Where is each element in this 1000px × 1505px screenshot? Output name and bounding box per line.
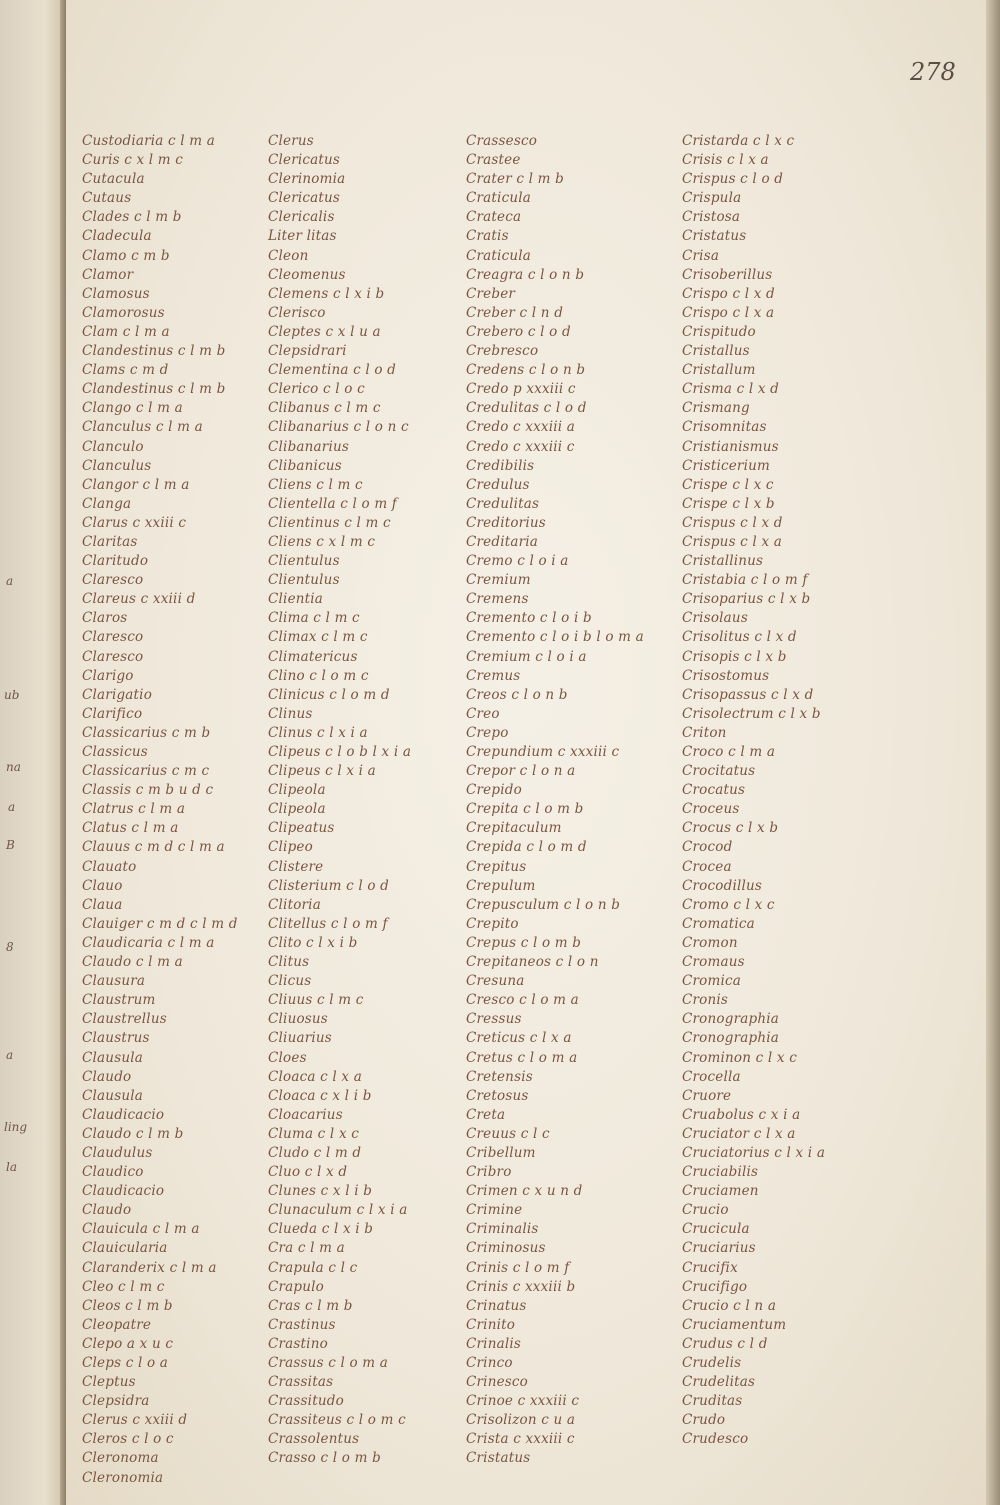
lexicon-entry: Clistere <box>268 858 324 875</box>
lexicon-entry: Clipeus c l o b l x i a <box>268 744 412 760</box>
lexicon-entry: Cluma c l x c <box>268 1125 360 1142</box>
lexicon-entry: Cristallus <box>682 343 750 360</box>
lexicon-entry: Crepusculum c l o n b <box>466 896 621 913</box>
lexicon-entry: Clanculus c l m a <box>82 419 203 436</box>
lexicon-entry: Climax c l m c <box>268 629 368 646</box>
lexicon-entry: Clientella c l o m f <box>268 495 398 512</box>
folio-number: 278 <box>910 58 956 86</box>
lexicon-entry: Crinalis <box>466 1335 522 1352</box>
lexicon-entry: Crastino <box>268 1335 328 1352</box>
lexicon-entry: Cremens <box>466 591 529 608</box>
lexicon-entry: Cleos c l m b <box>82 1297 173 1314</box>
lexicon-entry: Creditorius <box>466 514 546 531</box>
lexicon-entry: Cremento c l o i b <box>466 610 592 627</box>
word-column-1 <box>82 132 238 1488</box>
lexicon-entry: Cremium c l o i a <box>466 648 587 665</box>
lexicon-entry: Cronographia <box>682 1030 779 1047</box>
lexicon-entry: Cresco c l o m a <box>466 992 579 1009</box>
lexicon-entry: Clito c l x i b <box>268 934 358 951</box>
lexicon-entry: Criminalis <box>466 1221 539 1238</box>
lexicon-entry: Crismang <box>682 400 750 417</box>
lexicon-entry: Crominon c l x c <box>682 1049 797 1066</box>
lexicon-entry: Climatericus <box>268 648 358 665</box>
lexicon-entry: Creuus c l c <box>466 1125 550 1142</box>
lexicon-entry: Cludo c l m d <box>268 1144 362 1161</box>
lexicon-entry: Claudo c l m b <box>82 1125 184 1142</box>
lexicon-entry: Crudus c l d <box>682 1335 768 1352</box>
lexicon-entry: Claritudo <box>82 553 149 570</box>
margin-fragment: B <box>6 838 15 852</box>
lexicon-entry: Creticus c l x a <box>466 1030 572 1047</box>
lexicon-entry: Crocella <box>682 1068 741 1085</box>
lexicon-entry: Claudo <box>82 1068 132 1085</box>
lexicon-entry: Claritas <box>82 533 138 550</box>
lexicon-entry: Clepsidra <box>82 1393 150 1410</box>
lexicon-entry: Crispe c l x b <box>682 495 775 512</box>
word-column-2 <box>268 132 411 1469</box>
lexicon-entry: Creditaria <box>466 533 539 550</box>
lexicon-entry: Clerus c xxiii d <box>82 1412 188 1429</box>
lexicon-entry: Cloacarius <box>268 1106 343 1123</box>
lexicon-entry: Cristarda c l x c <box>682 133 795 149</box>
lexicon-entry: Cruciator c l x a <box>682 1125 796 1142</box>
lexicon-entry: Claudicacio <box>82 1106 165 1123</box>
lexicon-entry: Clarifico <box>82 705 143 722</box>
margin-fragment: na <box>6 760 21 774</box>
lexicon-entry: Clericatus <box>268 190 341 207</box>
lexicon-entry: Clanga <box>82 495 132 512</box>
lexicon-entry: Crucifix <box>682 1259 738 1276</box>
lexicon-entry: Classicarius c m b <box>82 724 211 741</box>
lexicon-entry: Clams c m d <box>82 362 169 379</box>
lexicon-entry: Crepitus <box>466 858 527 875</box>
lexicon-entry: Clitus <box>268 954 310 971</box>
lexicon-entry: Cloaca c x l i b <box>268 1087 372 1104</box>
lexicon-entry: Cretosus <box>466 1087 529 1104</box>
lexicon-entry: Cleros c l o c <box>82 1431 174 1448</box>
lexicon-entry: Clipeatus <box>268 820 335 837</box>
lexicon-entry: Creo <box>466 705 500 722</box>
lexicon-entry: Clinicus c l o m d <box>268 686 390 703</box>
lexicon-entry: Cleronomia <box>82 1469 164 1486</box>
lexicon-entry: Crimine <box>466 1202 523 1219</box>
lexicon-entry: Crisolizon c u a <box>466 1412 576 1429</box>
lexicon-entry: Clibanarius <box>268 438 349 455</box>
lexicon-entry: Clitellus c l o m f <box>268 915 388 932</box>
lexicon-entry: Cruore <box>682 1087 732 1104</box>
lexicon-entry: Crepitaculum <box>466 820 562 837</box>
lexicon-entry: Cliuus c l m c <box>268 992 364 1009</box>
lexicon-entry: Crisopassus c l x d <box>682 686 814 703</box>
lexicon-entry: Classicus <box>82 744 148 760</box>
lexicon-entry: Clarigatio <box>82 686 153 703</box>
lexicon-entry: Cras c l m b <box>268 1297 353 1314</box>
lexicon-entry: Cristosa <box>682 209 741 226</box>
lexicon-entry: Crispus c l x d <box>682 514 783 531</box>
lexicon-entry: Crassitas <box>268 1374 334 1391</box>
lexicon-entry: Crocea <box>682 858 732 875</box>
lexicon-entry: Claudicaria c l m a <box>82 934 215 951</box>
lexicon-entry: Cruciarius <box>682 1240 756 1257</box>
lexicon-entry: Custodiaria c l m a <box>82 133 216 149</box>
lexicon-entry: Cruciamentum <box>682 1316 787 1333</box>
lexicon-entry: Cleopatre <box>82 1316 152 1333</box>
lexicon-entry: Cremo c l o i a <box>466 553 569 570</box>
lexicon-entry: Clauato <box>82 858 137 875</box>
lexicon-entry: Credo c xxxiii c <box>466 438 575 455</box>
lexicon-entry: Cronis <box>682 992 729 1009</box>
lexicon-entry: Crepito <box>466 915 519 932</box>
lexicon-entry: Crista c xxxiii c <box>466 1431 575 1448</box>
lexicon-entry: Crispus c l x a <box>682 533 782 550</box>
lexicon-entry: Credens c l o n b <box>466 362 586 379</box>
lexicon-entry: Credo c xxxiii a <box>466 419 576 436</box>
lexicon-entry: Cristallinus <box>682 553 764 570</box>
lexicon-entry: Cristianismus <box>682 438 779 455</box>
lexicon-entry: Crispe c l x c <box>682 476 774 493</box>
lexicon-entry: Clipeola <box>268 801 326 818</box>
lexicon-entry: Crisolaus <box>682 610 748 627</box>
lexicon-entry: Crepitaneos c l o n <box>466 954 599 971</box>
margin-fragment: a <box>8 800 16 814</box>
previous-page-edge <box>0 0 64 1505</box>
lexicon-entry: Crasso c l o m b <box>268 1450 381 1467</box>
margin-fragment: la <box>6 1160 17 1174</box>
lexicon-entry: Crudesco <box>682 1431 749 1448</box>
lexicon-entry: Cloes <box>268 1049 307 1066</box>
lexicon-entry: Clauicularia <box>82 1240 168 1257</box>
lexicon-entry: Cra c l m a <box>268 1240 345 1257</box>
lexicon-entry: Claudo <box>82 1202 132 1219</box>
lexicon-entry: Clicus <box>268 973 312 990</box>
lexicon-entry: Craticula <box>466 190 531 207</box>
lexicon-entry: Clam c l m a <box>82 323 170 340</box>
lexicon-entry: Clauo <box>82 877 123 894</box>
lexicon-entry: Crepus c l o m b <box>466 934 582 951</box>
lexicon-entry: Crinatus <box>466 1297 527 1314</box>
lexicon-entry: Cresuna <box>466 973 525 990</box>
lexicon-entry: Cleptus <box>82 1374 136 1391</box>
margin-fragment: 8 <box>6 940 14 954</box>
lexicon-entry: Crinis c xxxiii b <box>466 1278 576 1295</box>
lexicon-entry: Crucifigo <box>682 1278 748 1295</box>
lexicon-entry: Clamosus <box>82 285 150 302</box>
lexicon-entry: Clango c l m a <box>82 400 183 417</box>
lexicon-entry: Clepsidrari <box>268 343 347 360</box>
lexicon-entry: Clarigo <box>82 667 134 684</box>
lexicon-entry: Clausula <box>82 1087 143 1104</box>
lexicon-entry: Credulitas c l o d <box>466 400 587 417</box>
lexicon-entry: Credo p xxxiii c <box>466 381 576 398</box>
lexicon-entry: Clima c l m c <box>268 610 360 627</box>
lexicon-entry: Cluo c l x d <box>268 1164 348 1181</box>
margin-fragment: a <box>6 574 14 588</box>
lexicon-entry: Clunes c x l i b <box>268 1183 373 1200</box>
lexicon-entry: Crepor c l o n a <box>466 763 576 780</box>
lexicon-entry: Clamorosus <box>82 304 165 321</box>
lexicon-entry: Crucicula <box>682 1221 750 1238</box>
lexicon-entry: Cruditas <box>682 1393 743 1410</box>
lexicon-entry: Crebresco <box>466 343 539 360</box>
lexicon-entry: Crudelitas <box>682 1374 756 1391</box>
lexicon-entry: Crassolentus <box>268 1431 360 1448</box>
lexicon-entry: Cretensis <box>466 1068 533 1085</box>
lexicon-entry: Clemens c l x i b <box>268 285 385 302</box>
lexicon-entry: Cruciabilis <box>682 1164 759 1181</box>
lexicon-entry: Crispula <box>682 190 742 207</box>
lexicon-entry: Clerinomia <box>268 171 346 188</box>
lexicon-entry: Clerico c l o c <box>268 381 365 398</box>
lexicon-entry: Clauiger c m d c l m d <box>82 915 238 932</box>
lexicon-entry: Creagra c l o n b <box>466 266 585 283</box>
lexicon-entry: Criton <box>682 724 727 741</box>
lexicon-entry: Crepida c l o m d <box>466 839 587 856</box>
lexicon-entry: Cliuosus <box>268 1011 328 1028</box>
lexicon-entry: Cleo c l m c <box>82 1278 165 1295</box>
lexicon-entry: Cutacula <box>82 171 145 188</box>
lexicon-entry: Claustrus <box>82 1030 150 1047</box>
lexicon-entry: Croceus <box>682 801 740 818</box>
lexicon-entry: Clauus c m d c l m a <box>82 839 225 856</box>
lexicon-entry: Clipeola <box>268 782 326 799</box>
lexicon-entry: Crocod <box>682 839 733 856</box>
lexicon-entry: Crocitatus <box>682 763 756 780</box>
lexicon-entry: Cremium <box>466 572 531 589</box>
lexicon-entry: Crocus c l x b <box>682 820 779 837</box>
lexicon-entry: Clauicula c l m a <box>82 1221 200 1238</box>
lexicon-entry: Clino c l o m c <box>268 667 369 684</box>
lexicon-entry: Cristatus <box>466 1450 531 1467</box>
lexicon-entry: Cromo c l x c <box>682 896 775 913</box>
lexicon-entry: Crisostomus <box>682 667 770 684</box>
lexicon-entry: Claustrum <box>82 992 156 1009</box>
lexicon-entry: Crepulum <box>466 877 536 894</box>
lexicon-entry: Craticula <box>466 247 531 264</box>
lexicon-entry: Creber <box>466 285 516 302</box>
lexicon-entry: Clanculus <box>82 457 152 474</box>
lexicon-entry: Claudico <box>82 1164 144 1181</box>
lexicon-entry: Crepido <box>466 782 522 799</box>
lexicon-entry: Clandestinus c l m b <box>82 343 226 360</box>
lexicon-entry: Cleronoma <box>82 1450 159 1467</box>
lexicon-entry: Claudo c l m a <box>82 954 183 971</box>
margin-fragment: ling <box>4 1120 28 1134</box>
word-column-3 <box>466 132 644 1469</box>
lexicon-entry: Claranderix c l m a <box>82 1259 217 1276</box>
lexicon-entry: Cleptes c x l u a <box>268 323 381 340</box>
margin-fragment: ub <box>4 688 20 702</box>
lexicon-entry: Crudelis <box>682 1355 742 1371</box>
lexicon-entry: Cruabolus c x i a <box>682 1106 801 1123</box>
lexicon-entry: Criminosus <box>466 1240 546 1257</box>
lexicon-entry: Clericalis <box>268 209 335 226</box>
lexicon-entry: Cronographia <box>682 1011 779 1028</box>
lexicon-entry: Clerisco <box>268 304 326 321</box>
lexicon-entry: Clementina c l o d <box>268 362 397 379</box>
lexicon-entry: Crepita c l o m b <box>466 801 584 818</box>
lexicon-entry: Crimen c x u n d <box>466 1183 583 1200</box>
lexicon-entry: Crisa <box>682 247 720 264</box>
lexicon-entry: Crastinus <box>268 1316 336 1333</box>
lexicon-entry: Clausura <box>82 973 146 990</box>
lexicon-entry: Credulitas <box>466 495 540 512</box>
lexicon-entry: Crispitudo <box>682 323 756 340</box>
lexicon-entry: Cromon <box>682 934 738 951</box>
lexicon-entry: Credibilis <box>466 457 535 474</box>
lexicon-entry: Claresco <box>82 629 144 646</box>
lexicon-entry: Clipeo <box>268 839 313 856</box>
lexicon-entry: Clientulus <box>268 572 340 589</box>
lexicon-entry: Claua <box>82 896 123 913</box>
lexicon-entry: Cromatica <box>682 915 755 932</box>
lexicon-entry: Crinito <box>466 1316 516 1333</box>
lexicon-entry: Crucio <box>682 1202 729 1219</box>
lexicon-entry: Crapulo <box>268 1278 325 1295</box>
lexicon-entry: Crisma c l x d <box>682 381 779 398</box>
lexicon-entry: Crispo c l x d <box>682 285 775 302</box>
lexicon-entry: Cliuarius <box>268 1030 332 1047</box>
lexicon-entry: Crisis c l x a <box>682 152 769 169</box>
lexicon-entry: Crassitudo <box>268 1393 344 1410</box>
lexicon-entry: Liter litas <box>268 228 337 245</box>
lexicon-entry: Cladecula <box>82 228 152 245</box>
lexicon-entry: Crisopis c l x b <box>682 648 787 665</box>
lexicon-entry: Claudicacio <box>82 1183 165 1200</box>
lexicon-entry: Cristatus <box>682 228 747 245</box>
lexicon-entry: Clientinus c l m c <box>268 514 391 531</box>
lexicon-entry: Clamor <box>82 266 134 283</box>
lexicon-entry: Crinoe c xxxiii c <box>466 1393 580 1410</box>
lexicon-entry: Clanculo <box>82 438 144 455</box>
lexicon-entry: Cloaca c l x a <box>268 1068 362 1085</box>
lexicon-entry: Crisoberillus <box>682 266 773 283</box>
lexicon-entry: Creos c l o n b <box>466 686 568 703</box>
lexicon-entry: Classicarius c m c <box>82 763 210 780</box>
lexicon-entry: Cromica <box>682 973 742 990</box>
lexicon-entry: Crastee <box>466 152 521 169</box>
lexicon-entry: Classis c m b u d c <box>82 782 214 799</box>
lexicon-entry: Clepo a x u c <box>82 1335 174 1352</box>
lexicon-entry: Cliens c x l m c <box>268 533 376 550</box>
lexicon-entry: Crepo <box>466 724 509 741</box>
lexicon-entry: Croco c l m a <box>682 744 776 760</box>
margin-fragment: a <box>6 1048 14 1062</box>
lexicon-entry: Cruciatorius c l x i a <box>682 1144 826 1161</box>
lexicon-entry: Clareus c xxiii d <box>82 591 196 608</box>
lexicon-entry: Crispus c l o d <box>682 171 784 188</box>
lexicon-entry: Crucio c l n a <box>682 1297 777 1314</box>
lexicon-entry: Cribellum <box>466 1144 536 1161</box>
lexicon-entry: Cremus <box>466 667 521 684</box>
word-column-4 <box>682 132 825 1449</box>
lexicon-entry: Cruciamen <box>682 1183 759 1200</box>
lexicon-entry: Clades c l m b <box>82 209 182 226</box>
lexicon-entry: Crisomnitas <box>682 419 767 436</box>
lexicon-entry: Clausula <box>82 1049 143 1066</box>
lexicon-entry: Crocodillus <box>682 877 763 894</box>
lexicon-entry: Crisolectrum c l x b <box>682 705 821 722</box>
lexicon-entry: Cromaus <box>682 954 745 971</box>
lexicon-entry: Clatus c l m a <box>82 820 179 837</box>
lexicon-entry: Cutaus <box>82 190 132 207</box>
lexicon-entry: Crinis c l o m f <box>466 1259 570 1276</box>
lexicon-entry: Clibanus c l m c <box>268 400 381 417</box>
lexicon-entry: Clunaculum c l x i a <box>268 1202 408 1219</box>
lexicon-entry: Claros <box>82 610 128 627</box>
lexicon-entry: Crisoparius c l x b <box>682 591 811 608</box>
lexicon-entry: Cribro <box>466 1164 512 1181</box>
lexicon-entry: Creber c l n d <box>466 304 564 321</box>
lexicon-entry: Clandestinus c l m b <box>82 381 226 398</box>
lexicon-entry: Crateca <box>466 209 522 226</box>
lexicon-entry: Cristicerium <box>682 457 770 474</box>
lexicon-entry: Clientia <box>268 591 324 608</box>
lexicon-entry: Clinus <box>268 705 313 722</box>
lexicon-entry: Cleon <box>268 247 309 264</box>
lexicon-entry: Credulus <box>466 476 530 493</box>
lexicon-entry: Cressus <box>466 1011 522 1028</box>
lexicon-entry: Clipeus c l x i a <box>268 763 376 780</box>
lexicon-entry: Crocatus <box>682 782 746 799</box>
lexicon-entry: Crepundium c xxxiii c <box>466 744 620 760</box>
lexicon-entry: Claresco <box>82 572 144 589</box>
lexicon-entry: Clatrus c l m a <box>82 801 186 818</box>
lexicon-entry: Crassesco <box>466 133 538 149</box>
lexicon-entry: Clientulus <box>268 553 340 570</box>
lexicon-entry: Cratis <box>466 228 509 245</box>
lexicon-entry: Cremento c l o i b l o m a <box>466 629 644 646</box>
lexicon-entry: Clisterium c l o d <box>268 877 389 894</box>
lexicon-entry: Claustrellus <box>82 1011 167 1028</box>
lexicon-entry: Cleps c l o a <box>82 1355 169 1371</box>
lexicon-entry: Clerus <box>268 133 314 149</box>
lexicon-entry: Crater c l m b <box>466 171 564 188</box>
lexicon-entry: Cliens c l m c <box>268 476 363 493</box>
lexicon-entry: Crisolitus c l x d <box>682 629 797 646</box>
lexicon-entry: Clamo c m b <box>82 247 170 264</box>
lexicon-entry: Clibanarius c l o n c <box>268 419 409 436</box>
page-edge <box>986 0 1000 1505</box>
lexicon-entry: Curis c x l m c <box>82 152 184 169</box>
lexicon-entry: Crassiteus c l o m c <box>268 1412 406 1429</box>
lexicon-entry: Clinus c l x i a <box>268 724 368 741</box>
lexicon-entry: Creta <box>466 1106 506 1123</box>
lexicon-entry: Cretus c l o m a <box>466 1049 578 1066</box>
lexicon-entry: Claresco <box>82 648 144 665</box>
lexicon-entry: Cleomenus <box>268 266 346 283</box>
lexicon-entry: Crinesco <box>466 1374 529 1391</box>
lexicon-entry: Cristallum <box>682 362 756 379</box>
lexicon-entry: Claudulus <box>82 1144 153 1161</box>
lexicon-entry: Clitoria <box>268 896 321 913</box>
lexicon-entry: Clangor c l m a <box>82 476 190 493</box>
lexicon-entry: Crispo c l x a <box>682 304 775 321</box>
lexicon-entry: Clericatus <box>268 152 341 169</box>
lexicon-entry: Crapula c l c <box>268 1259 358 1276</box>
lexicon-entry: Crebero c l o d <box>466 323 571 340</box>
lexicon-entry: Crinco <box>466 1355 513 1371</box>
lexicon-entry: Clueda c l x i b <box>268 1221 374 1238</box>
lexicon-entry: Clibanicus <box>268 457 342 474</box>
lexicon-entry: Crassus c l o m a <box>268 1355 389 1371</box>
lexicon-entry: Cristabia c l o m f <box>682 572 808 589</box>
lexicon-entry: Crudo <box>682 1412 726 1429</box>
lexicon-entry: Clarus c xxiii c <box>82 514 187 531</box>
